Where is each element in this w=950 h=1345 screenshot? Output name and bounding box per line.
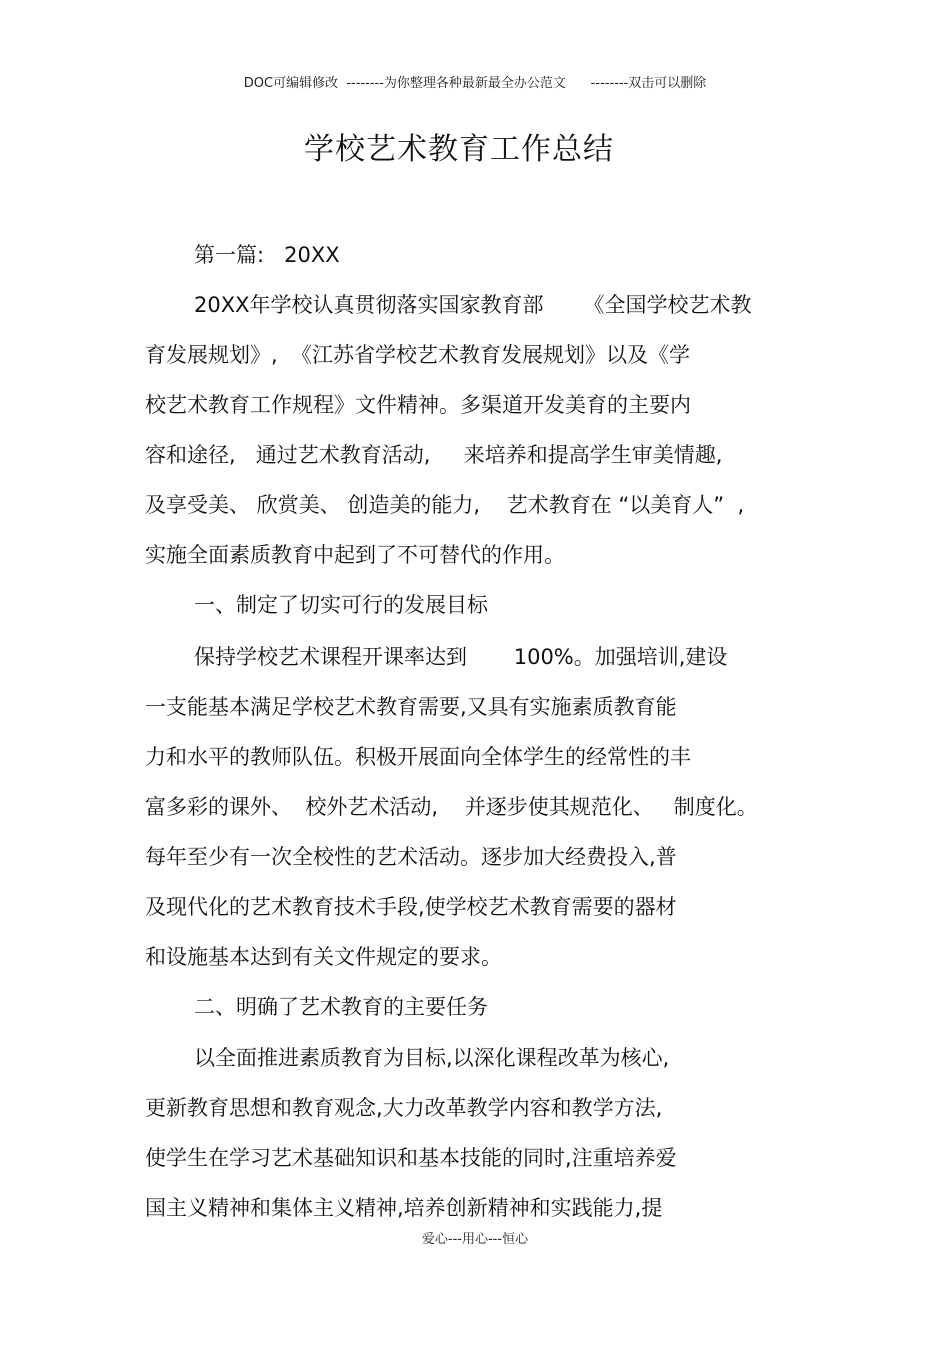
page-footer-text: 爱心---用心---恒心 <box>421 1232 529 1247</box>
body-line: 一支能基本满足学校艺术教育需要,又具有实施素质教育能 <box>145 695 677 719</box>
page-header-text: DOC可编辑修改 --------为你整理各种最新最全办公范文 --------双击可以删除 <box>243 76 707 91</box>
body-line: 更新教育思想和教育观念,大力改革教学内容和教学方法, <box>145 1096 663 1120</box>
body-line: 第一篇: 20XX <box>194 243 340 267</box>
body-line: 使学生在学习艺术基础知识和基本技能的同时,注重培养爱 <box>145 1146 677 1170</box>
body-line: 及现代化的艺术教育技术手段,使学校艺术教育需要的器材 <box>145 895 677 919</box>
body-line: 容和途径, 通过艺术教育活动, 来培养和提高学生审美情趣, <box>145 443 723 467</box>
body-line: 每年至少有一次全校性的艺术活动。逐步加大经费投入,普 <box>145 845 677 869</box>
body-line: 富多彩的课外、 校外艺术活动, 并逐步使其规范化、 制度化。 <box>145 795 758 819</box>
body-line: 保持学校艺术课程开课率达到 100%。加强培训,建设 <box>194 645 728 669</box>
body-line: 国主义精神和集体主义精神,培养创新精神和实践能力,提 <box>145 1196 663 1220</box>
body-line: 实施全面素质教育中起到了不可替代的作用。 <box>145 543 565 567</box>
body-line: 和设施基本达到有关文件规定的要求。 <box>145 945 502 969</box>
body-line: 20XX年学校认真贯彻落实国家教育部 《全国学校艺术教 <box>194 293 752 317</box>
section-heading: 一、制定了切实可行的发展目标 <box>194 593 488 617</box>
body-line: 以全面推进素质教育为目标,以深化课程改革为核心, <box>194 1046 670 1070</box>
section-heading: 二、明确了艺术教育的主要任务 <box>194 995 488 1019</box>
body-line: 及享受美、 欣赏美、 创造美的能力, 艺术教育在 “以美育人” , <box>145 493 745 517</box>
document-title: 学校艺术教育工作总结 <box>304 132 614 167</box>
body-line: 校艺术教育工作规程》文件精神。多渠道开发美育的主要内 <box>145 393 691 417</box>
body-line: 力和水平的教师队伍。积极开展面向全体学生的经常性的丰 <box>145 745 691 769</box>
body-line: 育发展规划》, 《江苏省学校艺术教育发展规划》以及《学 <box>145 343 691 367</box>
